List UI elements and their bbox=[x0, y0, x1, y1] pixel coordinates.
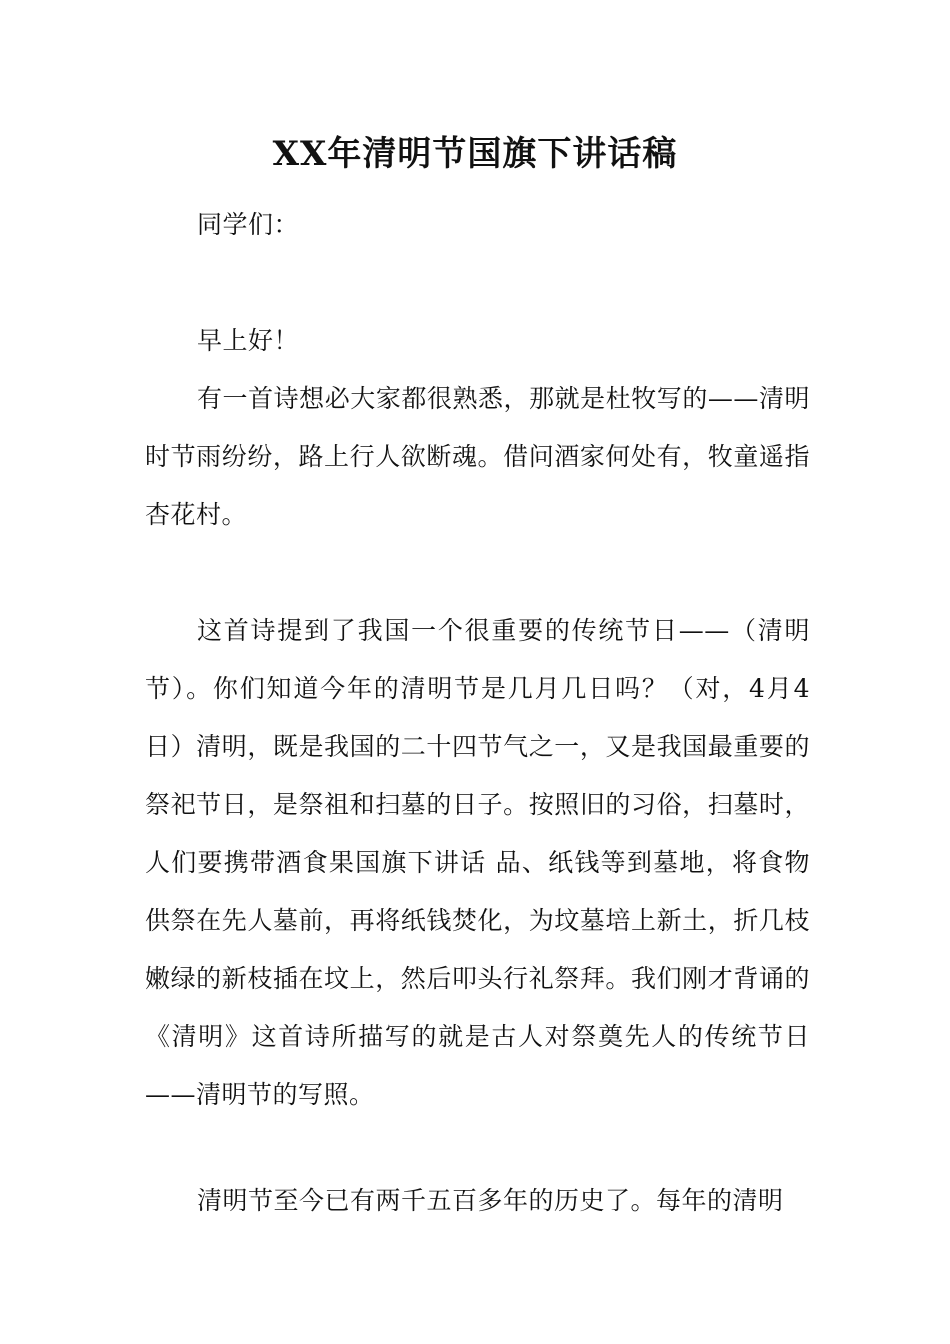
morning-text: 早上好！ bbox=[197, 326, 300, 355]
greeting-text: 同学们： bbox=[197, 210, 300, 239]
paragraph-3: 清明节至今已有两千五百多年的历史了。每年的清明 bbox=[197, 1186, 784, 1215]
paragraph-2: 这首诗提到了我国一个很重要的传统节日——（清明节）。你们知道今年的清明节是几月几日吗？（对，4月4日）清明，既是我国的二十四节气之一，又是我国最重要的祭祀节日，是祭祖和扫墓的日子。按照旧的习俗，扫墓时，人们要携带酒食果国旗下讲话 品、纸钱等到墓地，将食物供祭在先人墓前，再将纸钱焚化，为坟墓培上新土，折几枝嫩绿的新枝插在坟上，然后叩头行礼祭拜。我们刚才背诵的《清明》这首诗所描写的就是古人对祭奠先人的传统节日——清明节的写照。 bbox=[145, 616, 810, 1109]
page-title: XX年清明节国旗下讲话稿 bbox=[272, 134, 678, 174]
paragraph-1: 有一首诗想必大家都很熟悉，那就是杜牧写的——清明时节雨纷纷，路上行人欲断魂。借问酒家何处有，牧童遥指杏花村。 bbox=[145, 384, 810, 529]
